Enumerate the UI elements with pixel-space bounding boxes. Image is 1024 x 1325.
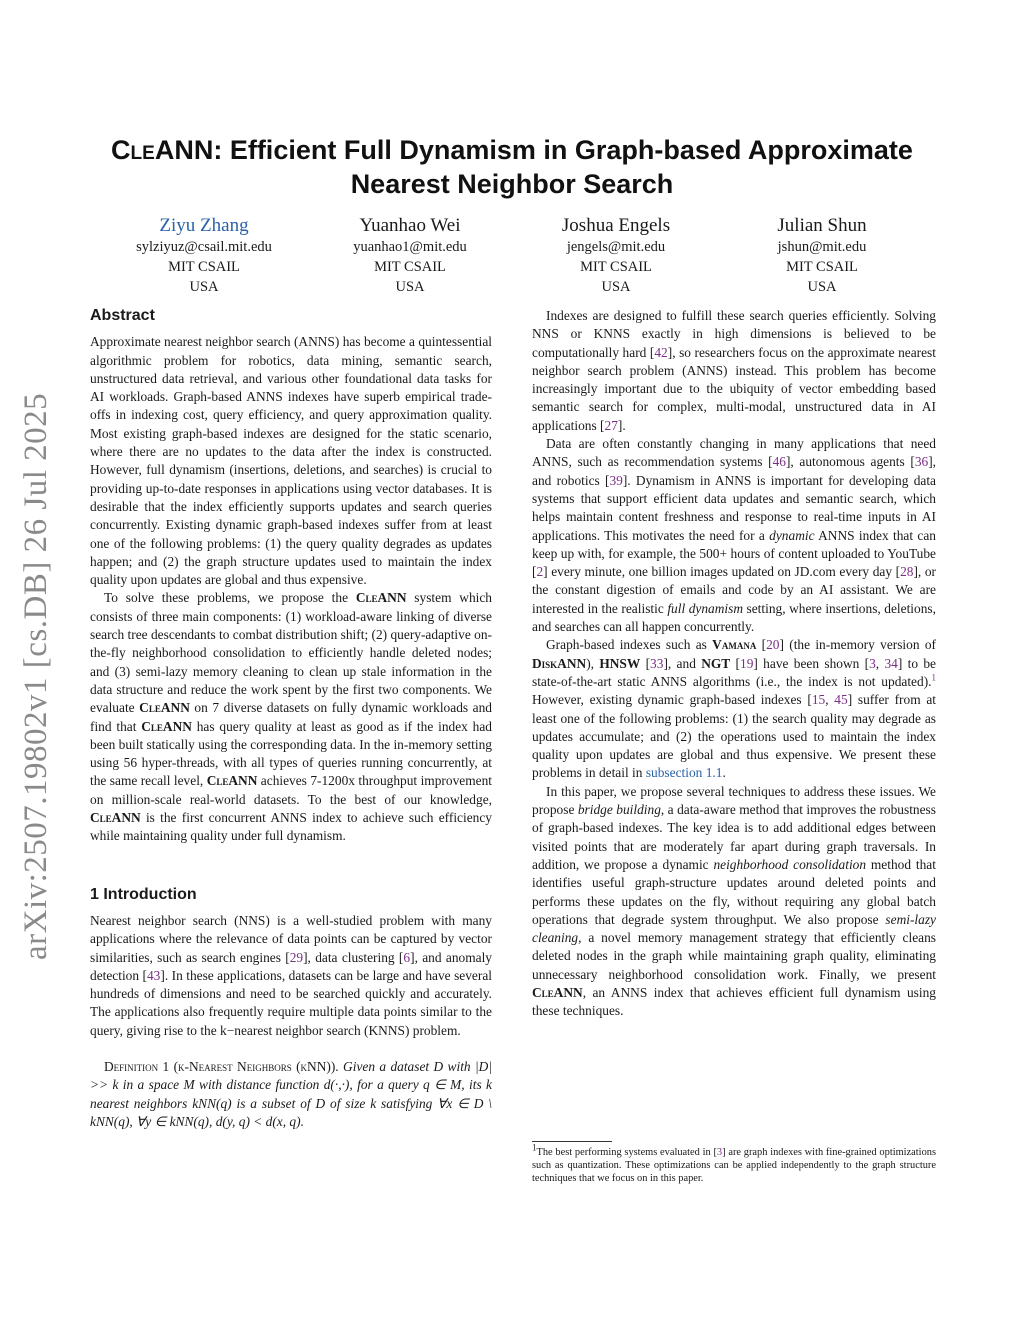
citation-link[interactable]: 46 — [772, 454, 786, 470]
citation-link[interactable]: 45 — [834, 692, 848, 708]
intro-heading: 1 Introduction — [90, 885, 197, 903]
right-paragraph-4: In this paper, we propose several techniques to address these issues. We propose bridge building, a data-aware method that improves the robustness of graph-based indexes. The key idea is to add additional edges between visited points that are moderately far apart during graph traversals. In addition, we propose a dynamic neighborhood consolidation method that identifies useful graph-structure updates around deleted points and performs these updates on the fly, without requiring any global batch operations that degrade system throughput. We also propose semi-lazy cleaning, a novel memory management strategy that efficiently cleans deleted nodes in the graph while maintaining graph quality, eliminating unnecessary neighborhood consolidation work. Finally, we present CleANN, an ANNS index that achieves efficient full dynamism using these techniques. — [532, 783, 936, 1019]
intro-paragraph-1: Nearest neighbor search (NNS) is a well-studied problem with many applications where the relevance of data points can be captured by vector similarities, such as search engines [29], data clustering [6], and anomaly detection [43]. In these applications, datasets can be large and have several hundreds of dimensions and need to be searched quickly and accurately. The applications also frequently require multiple data points similar to the query, giving rise to the k−nearest neighbor search (KNNS) problem. — [90, 912, 492, 1038]
system-name: DiskANN — [532, 655, 587, 671]
definition-text: Given a dataset D with |D| >> k in a space M with distance function d(·,·), for a query q ∈ M, its k nearest neighbors kNN(q) is a subset of D of size k satisfying ∀x ∈ D \ kNN(q), ∀y ∈ kNN(q), d(y, q) < d(x, q). — [90, 1058, 493, 1129]
footnote-divider — [532, 1141, 612, 1142]
abstract-paragraph-2: To solve these problems, we propose the CleANN system which consists of three main components: (1) workload-aware linking of diverse search tree descendants to combat distribution shift; (2) query-adaptive on-the-fly neighborhood consolidation to efficiently handle deleted nodes; and (3) semi-lazy memory cleaning to clean up stale information in the data structure and reduce the work spent by the first two components. We evaluate CleANN on 7 diverse datasets on fully dynamic workloads and find that CleANN has query quality at least as good as if the index had been built statically using the corresponding data. In the in-memory setting using 56 hyper-threads, with all types of queries running concurrently, at the same recall level, CleANN achieves 7-1200x throughput improvement on million-scale real-world datasets. To the best of our knowledge, CleANN is the first concurrent ANNS index to achieve such efficiency while maintaining quality under full dynamism. — [90, 590, 493, 844]
system-name: CleANN — [355, 590, 407, 606]
footnote-marker[interactable]: 1 — [931, 672, 936, 683]
title-line2: Nearest Neighbor Search — [350, 169, 674, 199]
abstract-heading: Abstract — [90, 307, 155, 324]
author-affiliation: MIT CSAIL — [580, 259, 652, 275]
title-system-name: CleANN — [111, 135, 214, 165]
author-affiliation: MIT CSAIL — [786, 259, 858, 275]
author-country: USA — [601, 279, 631, 295]
citation-link[interactable]: 29 — [289, 949, 304, 965]
section-link[interactable]: subsection 1.1 — [645, 765, 723, 781]
citation-link[interactable]: 15 — [811, 692, 826, 708]
definition-label: Definition 1 (k-Nearest Neighbors (kNN)). — [104, 1058, 339, 1074]
author-country: USA — [189, 279, 219, 295]
author-name: Joshua Engels — [561, 215, 671, 236]
author-email: jengels@mit.edu — [566, 239, 666, 255]
title-line1-rest: : Efficient Full Dynamism in Graph-based Approximate — [213, 135, 913, 165]
citation-link[interactable]: 2 — [536, 564, 544, 580]
author-block-3 — [516, 215, 716, 297]
author-country: USA — [395, 279, 425, 295]
author-name: Yuanhao Wei — [359, 215, 461, 236]
author-email: yuanhao1@mit.edu — [353, 239, 467, 255]
citation-link[interactable]: 28 — [900, 564, 914, 580]
author-email: sylziyuz@csail.mit.edu — [136, 239, 272, 255]
system-name: CleANN — [532, 984, 583, 1000]
citation-link[interactable]: 19 — [740, 655, 754, 671]
left-column — [90, 307, 492, 1131]
right-column — [532, 307, 936, 1021]
citation-link[interactable]: 3 — [716, 1147, 723, 1158]
author-affiliation: MIT CSAIL — [168, 259, 240, 275]
author-block-2 — [310, 215, 510, 297]
abstract-paragraph-1: Approximate nearest neighbor search (ANNS) has become a quintessential algorithmic problem for robotics, data mining, semantic search, unstructured data retrieval, and various other foundational data tasks for AI workloads. Graph-based ANNS indexes have superb empirical trade-offs in indexing cost, query efficiency, and query approximation quality. Most existing graph-based indexes are designed for the static scenario, where there are no updates to the data after the index is constructed. However, full dynamism (insertions, deletions, and searches) is crucial to providing up-to-date responses in applications using vector databases. It is desirable that the index efficiently supports updates and search queries concurrently. Existing dynamic graph-based indexes suffer from at least one of the following problems: (1) the query quality degrades as updates happen; and (2) the graph structure updates used to maintain the index quality upon updates are global and thus expensive. — [90, 334, 492, 588]
system-name: HNSW — [599, 655, 641, 671]
citation-link[interactable]: 36 — [914, 454, 929, 470]
author-name[interactable]: Ziyu Zhang — [159, 215, 249, 236]
citation-link[interactable]: 33 — [650, 655, 664, 671]
footnote: $^1$The best performing systems evaluated in [3] are graph indexes with fine-grained optimizations such as quantization. These optimizations can be applied independently to the graph structure techniques that we focus on in this paper. — [532, 1142, 936, 1184]
author-block-1 — [104, 215, 304, 297]
system-name: Vamana — [712, 637, 757, 653]
system-name: CleANN — [141, 718, 192, 734]
paper-title — [90, 133, 934, 201]
right-paragraph-3: Graph-based indexes such as Vamana [20] (the in-memory version of DiskANN), HNSW [33], and NGT [19] have been shown [3, 34] to be state-of-the-art static ANNS algorithms (i.e., the index is not updated).$^1$ However, existing dynamic graph-based indexes [15, 45] suffer from at least one of the following problems: (1) the search quality may degrade as updates accumulate; and (2) the operations used to maintain the index quality upon updates are global and thus expensive. We present these problems in detail in subsection 1.1. — [532, 637, 936, 781]
definition-1 — [90, 1058, 492, 1131]
right-paragraph-2: Data are often constantly changing in many applications that need ANNS, such as recommendation systems [46], autonomous agents [36], and robotics [39]. Dynamism in ANNS is important for developing data systems that support efficient data updates and semantic search, which helps maintain content freshness and response to real-time inputs in AI applications. This motivates the need for a dynamic ANNS index that can keep up with, for example, the 500+ hours of content uploaded to YouTube [2] every minute, one billion images updated on JD.com every day [28], or the constant digestion of emails and code by an AI assistant. We are interested in the realistic full dynamism setting, where insertions, deletions, and searches can all happen concurrently. — [532, 436, 937, 635]
citation-link[interactable]: 3 — [869, 655, 876, 671]
author-affiliation: MIT CSAIL — [374, 259, 446, 275]
system-name: CleANN — [139, 700, 190, 716]
arxiv-identifier: arXiv:2507.19802v1 [cs.DB] 26 Jul 2025 — [18, 392, 54, 960]
author-block-4 — [722, 215, 922, 297]
citation-link[interactable]: 39 — [609, 472, 623, 488]
author-name: Julian Shun — [777, 215, 867, 236]
system-name: CleANN — [90, 810, 141, 826]
author-country: USA — [807, 279, 837, 295]
citation-link[interactable]: 27 — [604, 417, 618, 433]
citation-link[interactable]: 43 — [146, 967, 161, 983]
citation-link[interactable]: 6 — [403, 949, 411, 965]
citation-link[interactable]: 20 — [766, 637, 780, 653]
author-email: jshun@mit.edu — [777, 239, 867, 255]
footnote-number: 1 — [532, 1142, 537, 1153]
citation-link[interactable]: 42 — [654, 344, 668, 360]
system-name: CleANN — [206, 773, 258, 789]
system-name: NGT — [701, 655, 731, 671]
citation-link[interactable]: 34 — [884, 655, 898, 671]
right-paragraph-1: Indexes are designed to fulfill these search queries efficiently. Solving NNS or KNNS exactly in high dimensions is believed to be computationally hard [42], so researchers focus on the approximate nearest neighbor search problem (ANNS) instead. This problem has become increasingly important due to the ubiquity of vector embedding based semantic search for complex, multi-modal, unstructured data in AI applications [27]. — [532, 308, 936, 433]
